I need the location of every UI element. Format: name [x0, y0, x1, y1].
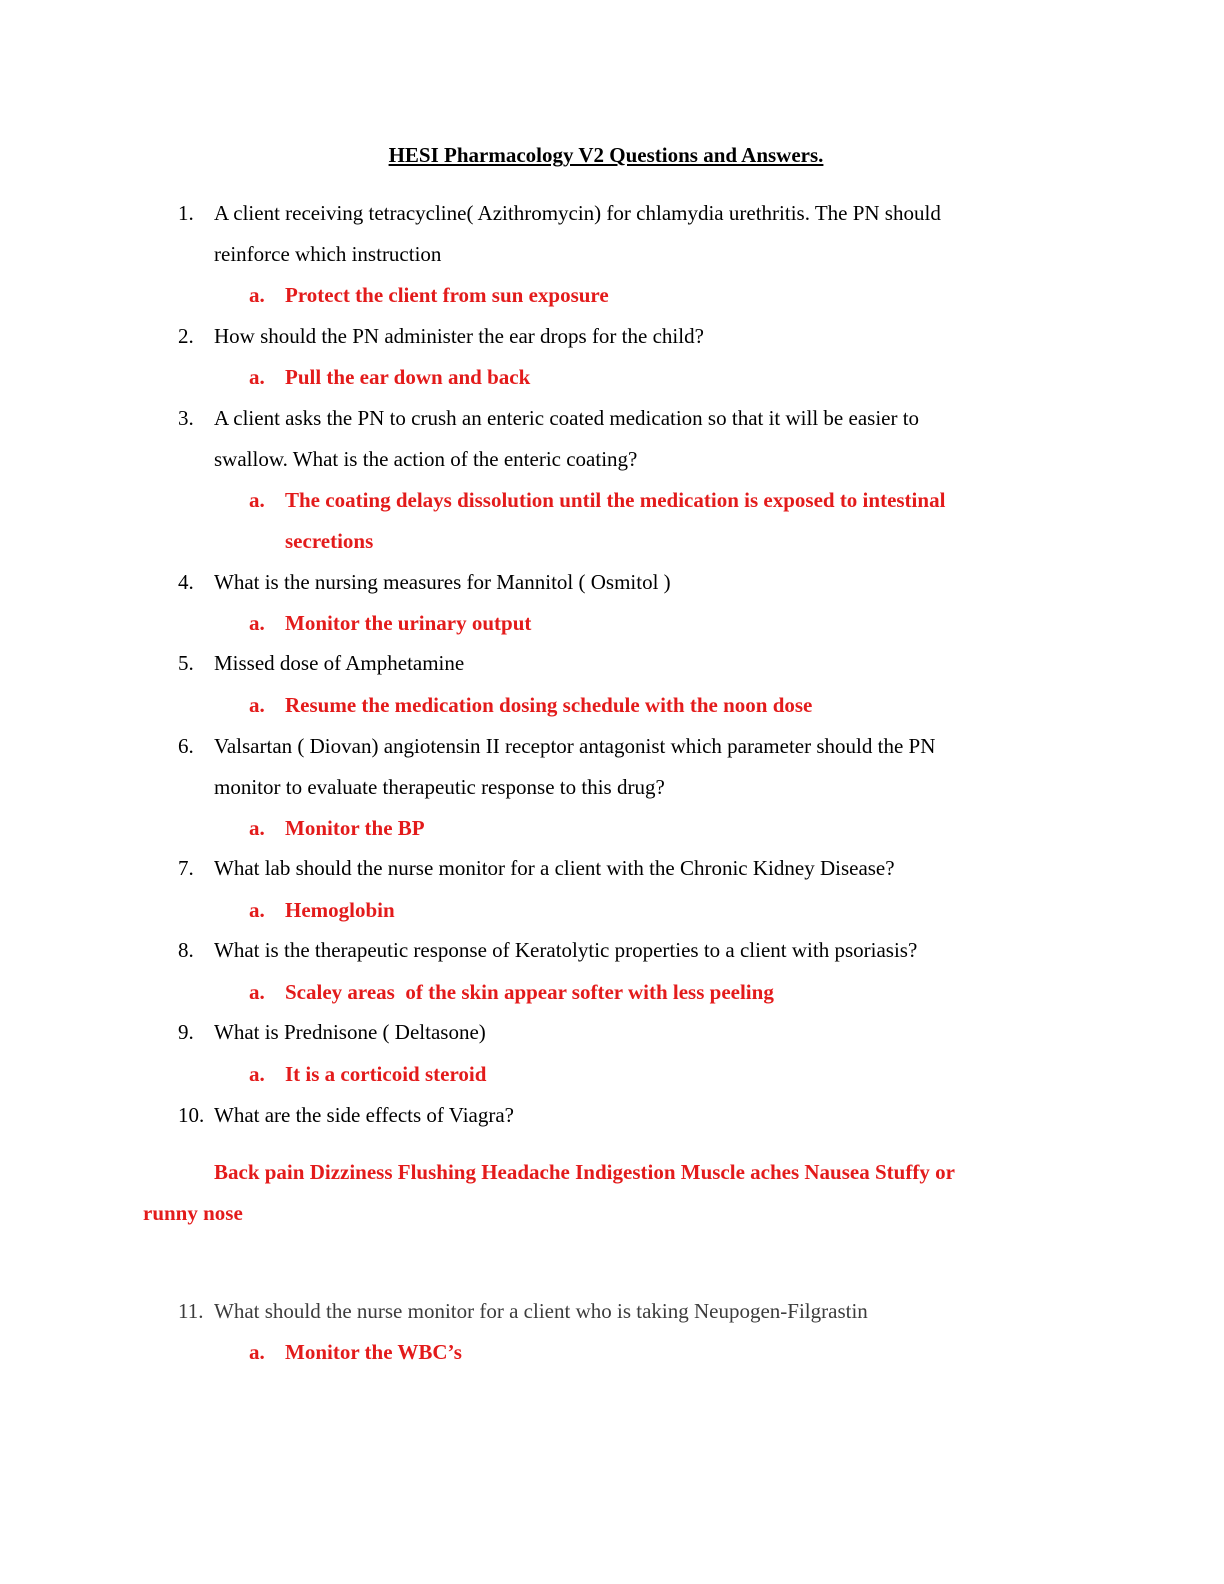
answer-text: The coating delays dissolution until the medication is exposed to intestinal [285, 488, 946, 512]
question-text: What is Prednisone ( Deltasone) [214, 1020, 486, 1044]
answer-text: Monitor the WBC’s [285, 1340, 462, 1364]
answer-letter: a. [249, 1062, 265, 1086]
answer-letter: a. [249, 1340, 265, 1364]
question-text: A client receiving tetracycline( Azithromycin) for chlamydia urethritis. The PN should [214, 201, 941, 225]
answer-letter: a. [249, 816, 265, 840]
answer-letter: a. [249, 898, 265, 922]
question-text: What is the therapeutic response of Keratolytic properties to a client with psoriasis? [214, 938, 918, 962]
answer-text: Resume the medication dosing schedule with the noon dose [285, 693, 813, 717]
question-number: 5. [178, 651, 194, 675]
answer-letter: a. [249, 693, 265, 717]
answer-letter: a. [249, 283, 265, 307]
answer-text: Hemoglobin [285, 898, 395, 922]
answer-text: secretions [285, 529, 374, 553]
page-title: HESI Pharmacology V2 Questions and Answers. [388, 143, 824, 167]
question-number: 8. [178, 938, 194, 962]
answer-letter: a. [249, 611, 265, 635]
question-text: swallow. What is the action of the enteric coating? [214, 447, 638, 471]
answer-paragraph: Back pain Dizziness Flushing Headache Indigestion Muscle aches Nausea Stuffy or [214, 1160, 955, 1184]
question-text: What are the side effects of Viagra? [214, 1103, 514, 1127]
question-number: 6. [178, 734, 194, 758]
answer-paragraph: runny nose [143, 1201, 243, 1225]
answer-text: It is a corticoid steroid [285, 1062, 487, 1086]
question-number: 3. [178, 406, 194, 430]
question-text: What is the nursing measures for Mannitol ( Osmitol ) [214, 570, 671, 594]
question-text: How should the PN administer the ear drops for the child? [214, 324, 704, 348]
question-text: What should the nurse monitor for a client who is taking Neupogen-Filgrastin [214, 1299, 868, 1323]
answer-letter: a. [249, 980, 265, 1004]
question-number: 10. [178, 1103, 205, 1127]
answer-text: Scaley areas of the skin appear softer with less peeling [285, 980, 774, 1004]
question-number: 9. [178, 1020, 194, 1044]
question-number: 1. [178, 201, 194, 225]
question-text: reinforce which instruction [214, 242, 442, 266]
answer-text: Monitor the BP [285, 816, 425, 840]
answer-text: Protect the client from sun exposure [285, 283, 609, 307]
question-text: What lab should the nurse monitor for a client with the Chronic Kidney Disease? [214, 856, 895, 880]
question-number: 4. [178, 570, 194, 594]
question-text: A client asks the PN to crush an enteric coated medication so that it will be easier to [214, 406, 920, 430]
answer-letter: a. [249, 365, 265, 389]
answer-letter: a. [249, 488, 265, 512]
question-number: 7. [178, 856, 194, 880]
answer-text: Monitor the urinary output [285, 611, 532, 635]
answer-text: Pull the ear down and back [285, 365, 531, 389]
question-number: 2. [178, 324, 194, 348]
question-text: Missed dose of Amphetamine [214, 651, 465, 675]
question-text: Valsartan ( Diovan) angiotensin II receptor antagonist which parameter should the PN [214, 734, 936, 758]
question-number: 11. [178, 1299, 204, 1323]
question-text: monitor to evaluate therapeutic response to this drug? [214, 775, 665, 799]
